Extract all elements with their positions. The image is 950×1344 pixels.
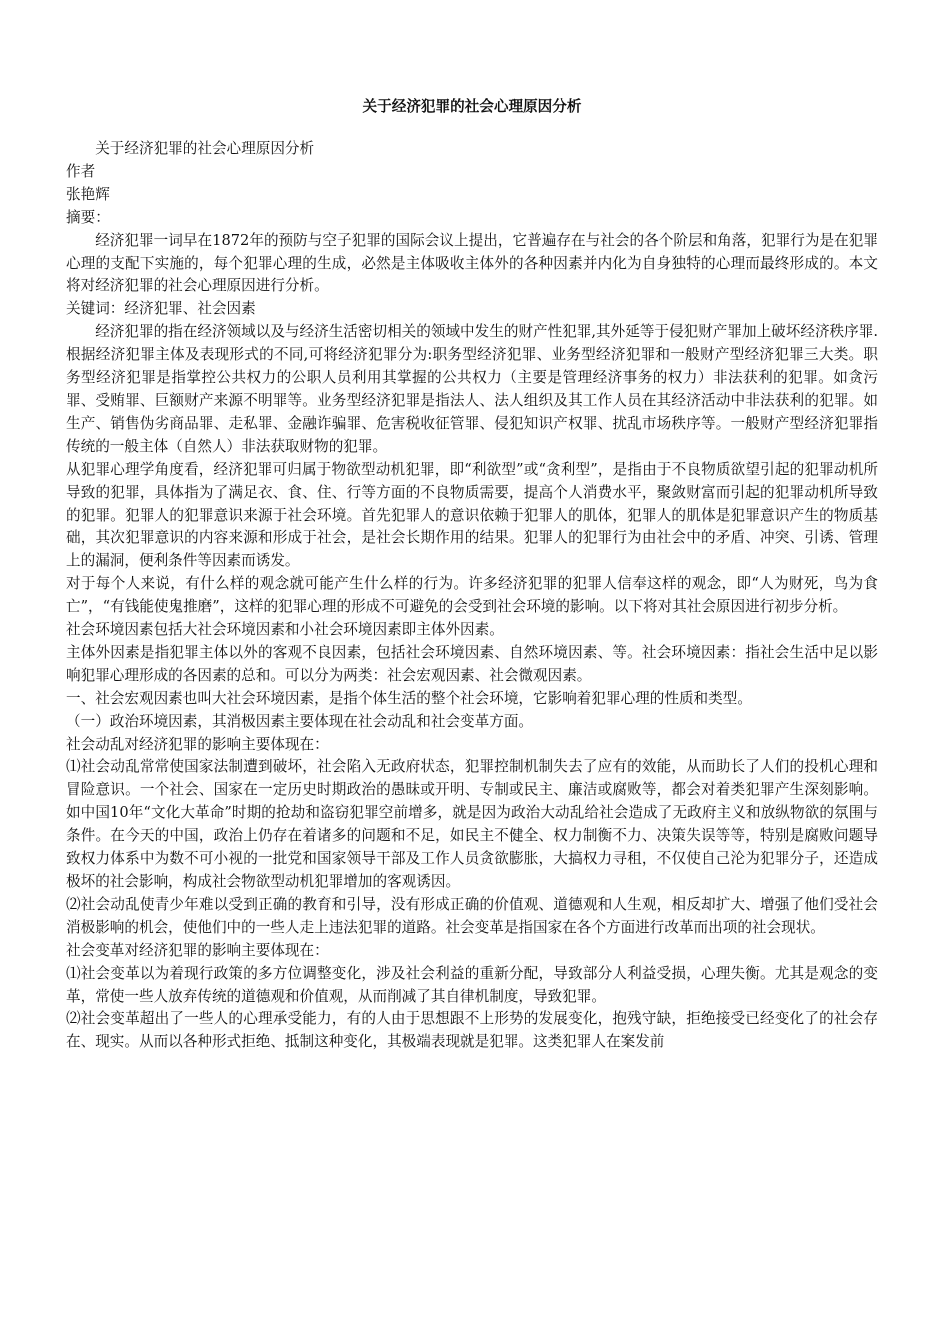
body-paragraph: 主体外因素是指犯罪主体以外的客观不良因素，包括社会环境因素、自然环境因素、等。社会环境因素：指社会生活中足以影响犯罪心理形成的各因素的总和。可以分为两类：社会宏观因素、社会微观因素。 bbox=[66, 643, 878, 684]
abstract-label: 摘要： bbox=[66, 208, 110, 226]
list-item: ⑴社会变革以为着现行政策的多方位调整变化，涉及社会利益的重新分配，导致部分人利益受损，心理失衡。尤其是观念的变革，常使一些人放弃传统的道德观和价值观，从而削减了其自律机制度，导致犯罪。 bbox=[66, 964, 878, 1005]
list-item: ⑵社会变革超出了一些人的心理承受能力，有的人由于思想跟不上形势的发展变化，抱残守缺，拒绝接受已经变化了的社会存在、现实。从而以各种形式拒绝、抵制这种变化，其极端表现就是犯罪。这类犯罪人在案发前 bbox=[66, 1010, 878, 1051]
document-title: 关于经济犯罪的社会心理原因分析 bbox=[362, 98, 582, 115]
keywords: 关键词：经济犯罪、社会因素 bbox=[66, 300, 256, 318]
body-paragraph: 经济犯罪的指在经济领域以及与经济生活密切相关的领域中发生的财产性犯罪,其外延等于侵犯财产罪加上破坏经济秩序罪.根据经济犯罪主体及表现形式的不同,可将经济犯罪分为:职务型经济犯罪、业务型经济犯罪和一般财产型经济犯罪三大类。职务型经济犯罪是指掌控公共权力的公职人员利用其掌握的公共权力（主要是管理经济事务的权力）非法获利的犯罪。如贪污罪、受贿罪、巨额财产来源不明罪等。业务型经济犯罪是指法人、法人组织及其工作人员在其经济活动中非法获利的犯罪。如生产、销售伪劣商品罪、走私罪、金融诈骗罪、危害税收征管罪、侵犯知识产权罪、扰乱市场秩序等。一般财产型经济犯罪指传统的一般主体（自然人）非法获取财物的犯罪。 bbox=[66, 323, 878, 455]
body-paragraph: 社会环境因素包括大社会环境因素和小社会环境因素即主体外因素。 bbox=[66, 621, 504, 639]
list-item: ⑵社会动乱使青少年难以受到正确的教育和引导，没有形成正确的价值观、道德观和人生观，相反却扩大、增强了他们受社会消极影响的机会，使他们中的一些人走上违法犯罪的道路。社会变革是指国家在各个方面进行改革而出项的社会现状。 bbox=[66, 895, 878, 936]
author-name: 张艳辉 bbox=[66, 185, 110, 203]
section-heading: 一、社会宏观因素也叫大社会环境因素，是指个体生活的整个社会环境，它影响着犯罪心理的性质和类型。 bbox=[66, 689, 752, 707]
subsection-heading: （一）政治环境因素，其消极因素主要体现在社会动乱和社会变革方面。 bbox=[66, 712, 534, 730]
author-label: 作者 bbox=[66, 162, 96, 180]
subtitle: 关于经济犯罪的社会心理原因分析 bbox=[95, 140, 315, 157]
abstract-text: 经济犯罪一词早在1872年的预防与空子犯罪的国际会议上提出，它普遍存在与社会的各个阶层和角落，犯罪行为是在犯罪心理的支配下实施的，每个犯罪心理的生成，必然是主体吸收主体外的各种因素并内化为自身独特的心理而最终形成的。本文将对经济犯罪的社会心理原因进行分析。 bbox=[66, 231, 878, 295]
body-paragraph: 从犯罪心理学角度看，经济犯罪可归属于物欲型动机犯罪，即“利欲型”或“贪利型”，是指由于不良物质欲望引起的犯罪动机所导致的犯罪，具体指为了满足衣、食、住、行等方面的不良物质需要，提高个人消费水平，聚敛财富而引起的犯罪动机所导致的犯罪。犯罪人的犯罪意识来源于社会环境。首先犯罪人的意识依赖于犯罪人的肌体，犯罪人的肌体是犯罪意识产生的物质基础，其次犯罪意识的内容来源和形成于社会，是社会长期作用的结果。犯罪人的犯罪行为由社会中的矛盾、冲突、引诱、管理上的漏洞，便利条件等因素而诱发。 bbox=[66, 460, 878, 570]
body-paragraph: 社会变革对经济犯罪的影响主要体现在： bbox=[66, 941, 329, 959]
list-item: ⑴社会动乱常常使国家法制遭到破坏，社会陷入无政府状态，犯罪控制机制失去了应有的效能，从而助长了人们的投机心理和冒险意识。一个社会、国家在一定历史时期政治的愚昧或开明、专制或民主、廉洁或腐败等，都会对着类犯罪产生深刻影响。如中国10年“文化大革命”时期的抢劫和盗窃犯罪空前增多，就是因为政治大动乱给社会造成了无政府主义和放纵物欲的氛围与条件。在今天的中国，政治上仍存在着诸多的问题和不足，如民主不健全、权力制衡不力、决策失误等等，特别是腐败问题导致权力体系中为数不可小视的一批党和国家领导干部及工作人员贪欲膨胀，大搞权力寻租，不仅使自己沦为犯罪分子，还造成极坏的社会影响，构成社会物欲型动机犯罪增加的客观诱因。 bbox=[66, 758, 878, 890]
body-paragraph: 社会动乱对经济犯罪的影响主要体现在： bbox=[66, 735, 329, 753]
body-paragraph: 对于每个人来说，有什么样的观念就可能产生什么样的行为。许多经济犯罪的犯罪人信奉这样的观念，即“人为财死，鸟为食亡”，“有钱能使鬼推磨”，这样的犯罪心理的形成不可避免的会受到社会环境的影响。以下将对其社会原因进行初步分析。 bbox=[66, 575, 878, 616]
